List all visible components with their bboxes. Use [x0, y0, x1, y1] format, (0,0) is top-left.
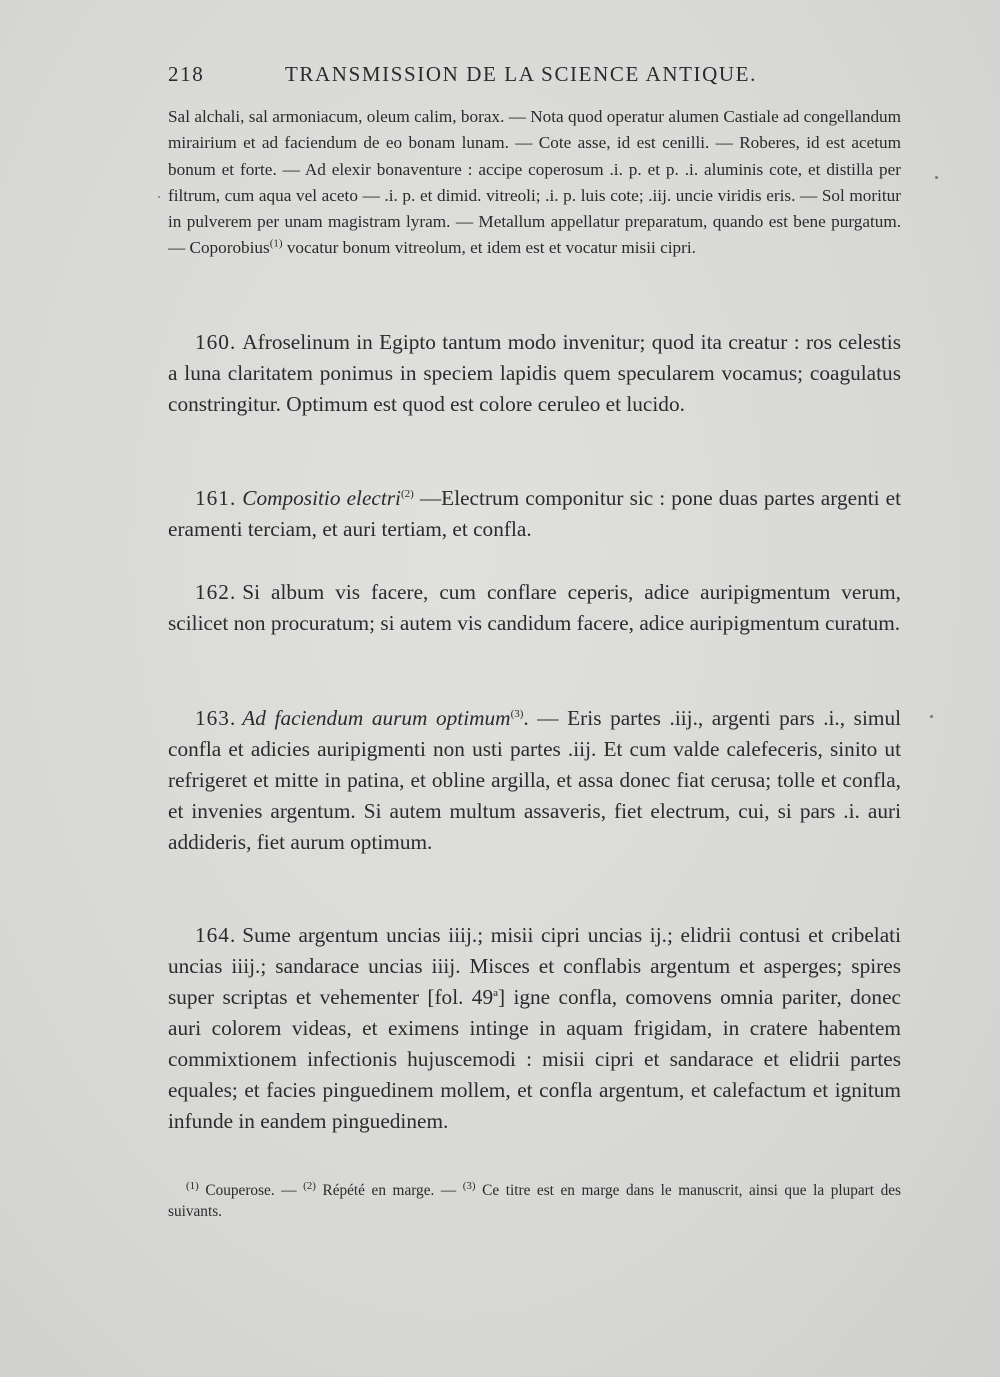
paragraph-number: 163.: [195, 706, 237, 730]
footnote-text-2: Répété en marge. —: [315, 1182, 463, 1199]
paragraph-text-b: ] igne confla, comovens omnia pariter, donec auri colorem videas, et eximens intinge in aquam frigidam, in cratere habentem commixtionem infectionis hujuscemodi : misii cipri et sandarace et elidrii partes equales; et facies pinguedinem mollem, et confla argentum, et calefactum et ignitum infunde in eandem pinguedinem.: [168, 985, 901, 1133]
paragraph-text: Afroselinum in Egipto tantum modo invenitur; quod ita creatur : ros celestis a luna claritatem ponimus in speciem lapidis quem specularem vocamus; coagulatus constringitur. Optimum est quod est colore ceruleo et lucido.: [168, 330, 901, 416]
intro-tail: vocatur bonum vitreolum, et idem est et vocatur misii cipri.: [282, 238, 696, 258]
paragraph-163: [168, 703, 901, 858]
footnote-mark-2: (2): [303, 1179, 316, 1192]
paragraph-text: —Electrum componitur sic : pone duas partes argenti et eramenti terciam, et auri tertiam, et confla.: [168, 486, 901, 541]
paragraph-162: [168, 577, 901, 639]
paragraph-title: Compositio electri: [242, 486, 401, 510]
paragraph-title: Ad faciendum aurum optimum: [242, 706, 511, 730]
ink-speck: [158, 196, 160, 198]
paragraph-text-a: Sume argentum uncias iiij.; misii cipri uncias ij.; elidrii contusi et cribelati uncias iiij.; sandarace uncias iiij. Misces et conflabis argentum et asperges; spires super scriptas et vehementer [fol. 49: [168, 923, 901, 1009]
footnote-text-1: Couperose. —: [198, 1182, 304, 1199]
paragraph-number: 161.: [195, 486, 237, 510]
paragraph-text: . — Eris partes .iij., argenti pars .i., simul confla et adicies auripigmenti non usti partes .iij. Et cum valde calefeceris, sinito ut refrigeret et mitte in patina, et obline argilla, et assa donec fiat cerusa; tolle et confla, et invenies argentum. Si autem multum assaveris, fiet electrum, cui, si pars .i. auri addideris, fiet aurum optimum.: [168, 706, 902, 854]
paragraph-number: 164.: [195, 923, 237, 947]
running-title: TRANSMISSION DE LA SCIENCE ANTIQUE.: [285, 62, 757, 86]
footnote-mark-3: (3): [462, 1179, 476, 1192]
intro-text: Sal alchali, sal armoniacum, oleum calim, borax. — Nota quod operatur alumen Castiale ad congellandum mirairium et ad faciendum de eo bonam lunam. — Cote asse, id est cenilli. — Roberes, id est acetum bonum et forte. — Ad elexir bonaventure : accipe coperosum .i. p. et p. .i. aluminis cote, et distilla per filtrum, cum aqua vel aceto — .i. p. et dimid. vitreoli; .i. p. luis cote; .iij. uncie viridis eris. — Sol moritur in pulverem per unam magistram lyram. — Metallum appellatur preparatum, quando est bene purgatum. — Coporobius: [168, 107, 901, 258]
ink-speck: [930, 715, 933, 718]
footnotes: [168, 1180, 901, 1222]
footnote-text-3: Ce titre est en marge dans le manuscrit, ainsi que la plupart des suivants.: [168, 1182, 901, 1220]
paragraph-number: 162.: [195, 580, 237, 604]
paragraph-number: 160.: [195, 330, 237, 354]
footnote-mark-1: (1): [186, 1179, 199, 1192]
page-number: 218: [168, 62, 205, 86]
footnote-ref-2: (2): [400, 487, 414, 500]
paragraph-164: [168, 920, 901, 1137]
folio-superscript: a: [493, 986, 498, 999]
footnote-ref-1: (1): [269, 237, 283, 250]
intro-paragraph: [168, 104, 901, 262]
paragraph-161: [168, 483, 901, 545]
paragraph-text: Si album vis facere, cum conflare ceperis, adice auripigmentum verum, scilicet non procuratum; si autem vis candidum facere, adice auripigmentum curatum.: [168, 580, 901, 635]
footnote-ref-3: (3): [510, 707, 524, 720]
paragraph-160: [168, 327, 901, 420]
ink-speck: [935, 176, 938, 179]
